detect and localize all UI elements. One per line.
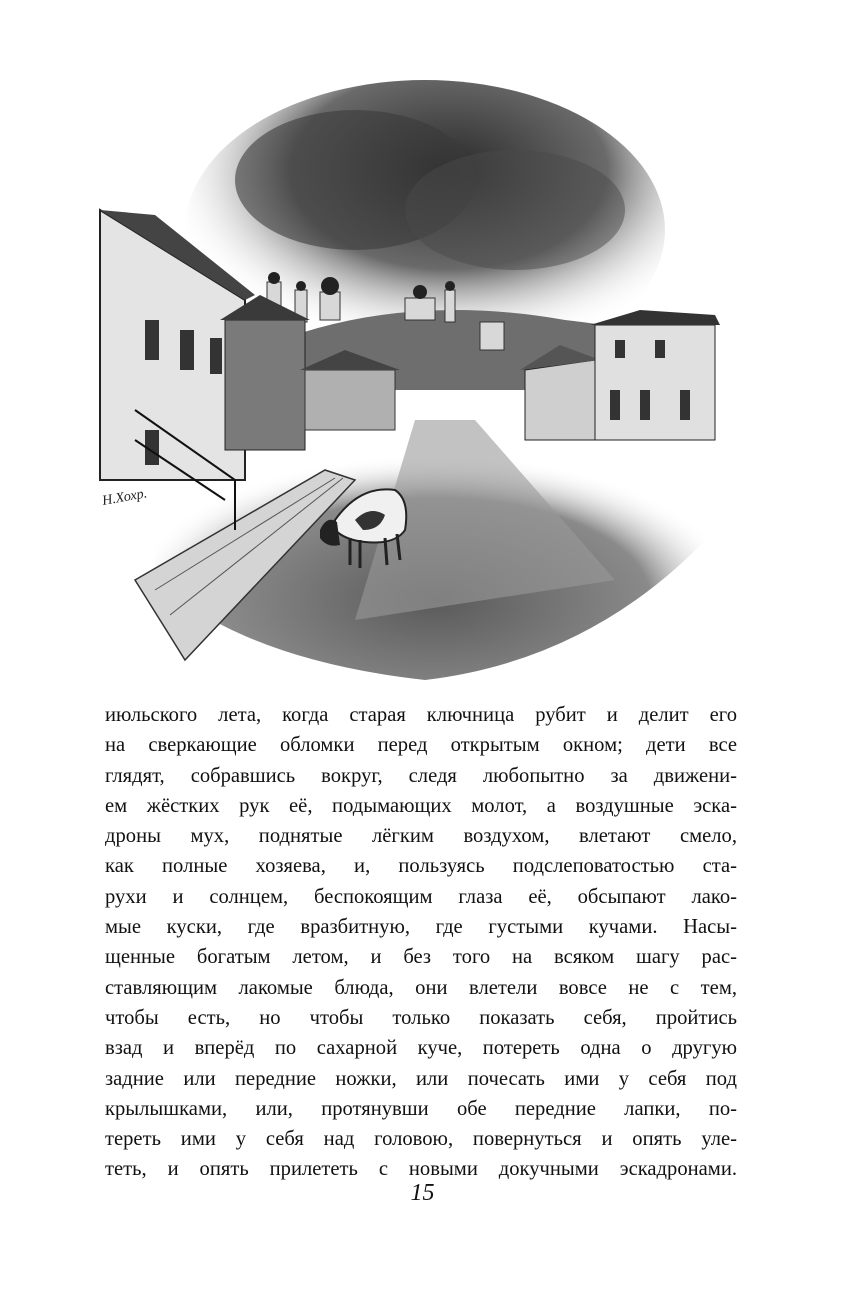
text-line: щенные богатым летом, и без того на всяком шагу рас- [105, 946, 737, 969]
town-street-engraving-icon [95, 60, 725, 700]
page-number: 15 [410, 1180, 435, 1206]
text-line: теть, и опять прилететь с новыми докучными эскадронами. [105, 1158, 737, 1181]
text-line: на сверкающие обломки перед открытым окном; дети все [105, 734, 737, 757]
text-line: задние или передние ножки, или почесать ими у себя под [105, 1067, 737, 1090]
text-line: ставляющим лакомые блюда, они влетели вовсе не с тем, [105, 976, 737, 999]
svg-text:Н.Хохр.: Н.Хохр. [101, 486, 149, 509]
text-line: глядят, собравшись вокруг, следя любопытно за движени- [105, 764, 737, 787]
text-line: как полные хозяева, и, пользуясь подслеповатостью ста- [105, 855, 737, 878]
illustration-town-street [95, 60, 725, 700]
text-line: взад и вперёд по сахарной куче, потереть одна о другую [105, 1037, 737, 1060]
text-line: крылышками, или, протянувши обе передние лапки, по- [105, 1097, 737, 1120]
text-line: дроны мух, поднятые лёгким воздухом, влетают смело, [105, 825, 737, 848]
text-line: рухи и солнцем, беспокоящим глаза её, обсыпают лако- [105, 885, 737, 908]
text-line: ем жёстких рук её, подымающих молот, а воздушные эска- [105, 794, 737, 817]
body-text [105, 700, 737, 1185]
text-line: тереть ими у себя над головою, повернуться и опять уле- [105, 1128, 737, 1151]
text-line: июльского лета, когда старая ключница рубит и делит его [105, 704, 737, 726]
text-line: чтобы есть, но чтобы только показать себя, пройтись [105, 1006, 737, 1029]
text-line: мые куски, где вразбитную, где густыми кучами. Насы- [105, 916, 737, 939]
